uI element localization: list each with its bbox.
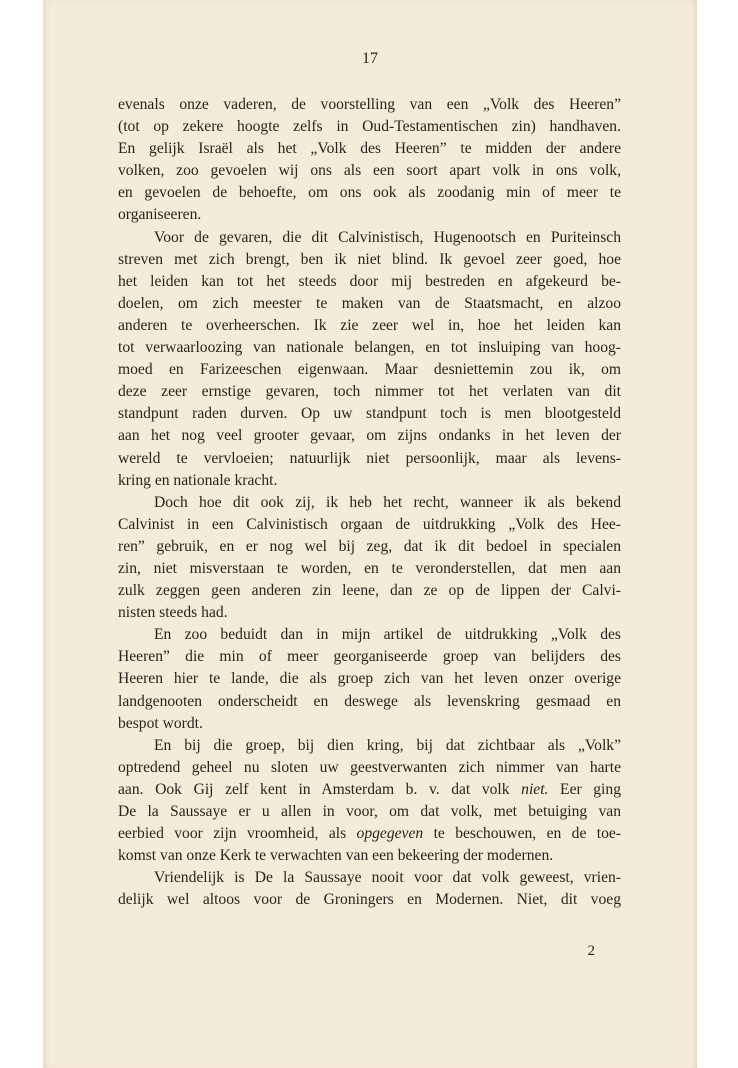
text-line: doelen, om zich meester te maken van de Staatsmacht, en alzoo (118, 294, 621, 312)
text-line: En bij die groep, bij dien kring, bij dat zichtbaar als „Volk” (154, 736, 621, 754)
text-line: Heeren hier te lande, die als groep zich van het leven onzer overige (118, 670, 621, 688)
text-line: evenals onze vaderen, de voorstelling van een „Volk des Heeren” (118, 96, 621, 113)
text-line: zulk zeggen geen anderen zin leene, dan ze op de lippen der Calvi- (118, 582, 621, 600)
signature-mark: 2 (587, 943, 595, 959)
text-line: ren” gebruik, en er nog wel bij zeg, dat ik dit bedoel in specialen (118, 537, 621, 555)
paragraph (118, 624, 621, 734)
text-line: De la Saussaye er u allen in voor, om dat volk, met betuiging van (118, 803, 621, 820)
text-line: zin, niet misverstaan te worden, en te veronderstellen, dat men aan (118, 559, 621, 577)
text-line: En zoo beduidt dan in mijn artikel de uitdrukking „Volk des (154, 626, 621, 644)
text-line: streven met zich brengt, ben ik niet blind. Ik gevoel zeer goed, hoe (118, 250, 621, 268)
text-line: aan het nog veel grooter gevaar, om zijns ondanks in het leven der (118, 427, 621, 445)
text-line: aan. Ook Gij zelf kent in Amsterdam b. v. dat volk niet. Eer ging (118, 780, 621, 798)
text-line: optredend geheel nu sloten uw geestverwanten zich nimmer van harte (118, 758, 621, 776)
text-line: deze zeer ernstige gevaren, toch nimmer tot het verlaten van dit (118, 383, 621, 401)
text-line: volken, zoo gevoelen wij ons als een soort apart volk in ons volk, (118, 162, 621, 180)
text-line: wereld te vervloeien; natuurlijk niet persoonlijk, maar als levens- (118, 449, 621, 467)
text-line: eerbied voor zijn vroomheid, als opgegeven te beschouwen, en de toe- (118, 825, 622, 843)
text-line: bespot wordt. (118, 714, 203, 732)
text-line: komst van onze Kerk te verwachten van een bekeering der modernen. (118, 847, 554, 865)
paragraph (118, 94, 621, 227)
text-line: delijk wel altoos voor de Groningers en Modernen. Niet, dit voeg (118, 891, 621, 909)
text-line: organiseeren. (118, 206, 202, 224)
text-line: tot verwaarloozing van nationale belangen, en tot insluiping van hoog- (118, 339, 621, 357)
body-text (118, 94, 621, 911)
book-page (43, 0, 697, 1068)
paragraph (118, 867, 621, 911)
text-line: en gevoelen de behoefte, om ons ook als zoodanig min of meer te (118, 184, 621, 202)
text-line: kring en nationale kracht. (118, 471, 278, 489)
text-line: moed en Farizeeschen eigenwaan. Maar desniettemin zou ik, om (118, 361, 621, 379)
text-line: En gelijk Israël als het „Volk des Heeren” te midden der andere (118, 140, 621, 158)
paragraph (118, 227, 621, 492)
paragraph (118, 735, 621, 868)
text-line: Vriendelijk is De la Saussaye nooit voor dat volk geweest, vrien- (154, 869, 621, 887)
text-line: anderen te overheerschen. Ik zie zeer wel in, hoe het leiden kan (118, 316, 621, 334)
text-line: het leiden kan tot het steeds door mij bestreden en afgekeurd be- (118, 272, 621, 290)
text-line: nisten steeds had. (118, 604, 228, 622)
text-line: Calvinist in een Calvinistisch orgaan de uitdrukking „Volk des Hee- (118, 515, 621, 533)
paragraph (118, 492, 621, 625)
text-line: Doch hoe dit ook zij, ik heb het recht, wanneer ik als bekend (154, 493, 621, 511)
page-number: 17 (362, 50, 378, 67)
text-line: Voor de gevaren, die dit Calvinistisch, Hugenootsch en Puriteinsch (154, 228, 621, 246)
text-line: (tot op zekere hoogte zelfs in Oud-Testamentischen zin) handhaven. (118, 118, 621, 136)
text-line: Heeren” die min of meer georganiseerde groep van belijders des (118, 648, 621, 666)
text-line: landgenooten onderscheidt en deswege als levenskring gesmaad en (118, 692, 621, 710)
text-line: standpunt raden durven. Op uw standpunt toch is men blootgesteld (118, 405, 621, 423)
